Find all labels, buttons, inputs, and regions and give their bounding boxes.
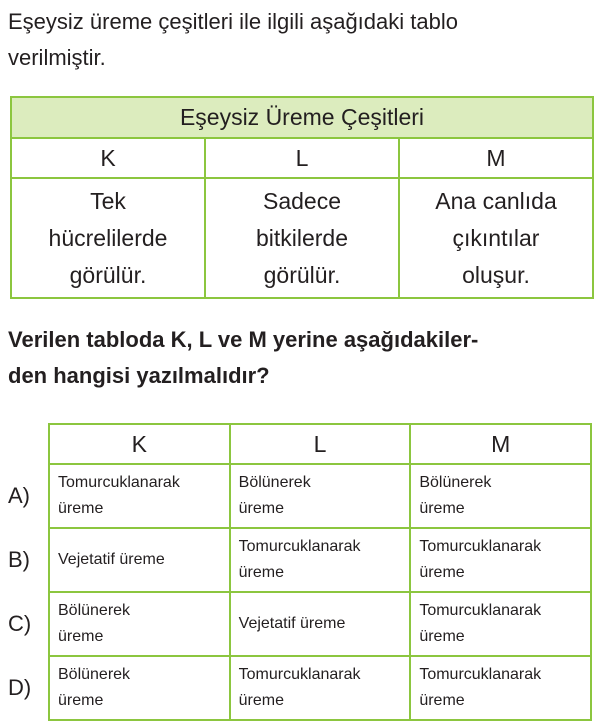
- cell-line: üreme: [238, 499, 285, 517]
- intro-line: Eşeysiz üreme çeşitleri ile ilgili aşağıdaki tablo: [8, 9, 458, 34]
- option-cell: [230, 528, 411, 592]
- column-header-l: L: [205, 138, 399, 178]
- description-line: çıkıntılar: [452, 224, 540, 251]
- option-cell: [230, 592, 411, 656]
- cell-line: Bölünerek: [58, 665, 131, 683]
- option-cell: [410, 528, 591, 592]
- options-table: [4, 423, 592, 721]
- cell-line: üreme: [419, 563, 465, 581]
- description-line: Sadece: [262, 187, 341, 214]
- reproduction-types-table: [10, 96, 594, 299]
- column-header-k: K: [11, 138, 205, 178]
- option-cell: [49, 528, 230, 592]
- cell-line: Bölünerek: [419, 473, 492, 491]
- cell-line: Tomurcuklanarak: [238, 537, 361, 555]
- cell-line: Bölünerek: [238, 473, 311, 491]
- option-label[interactable]: A): [8, 483, 30, 508]
- option-cell: [49, 464, 230, 528]
- label-spacer: [4, 424, 49, 464]
- question-line: den hangisi yazılmalıdır?: [8, 363, 270, 388]
- description-line: Ana canlıda: [435, 187, 557, 214]
- cell-line: üreme: [238, 563, 285, 581]
- cell-line: Bölünerek: [58, 601, 131, 619]
- option-cell: [49, 592, 230, 656]
- cell-line: Tomurcuklanarak: [58, 473, 180, 491]
- cell-line: Tomurcuklanarak: [419, 537, 542, 555]
- intro-text: [8, 4, 596, 76]
- option-cell: [49, 656, 230, 720]
- cell-line: Tomurcuklanarak: [419, 665, 542, 683]
- description-line: hücrelilerde: [48, 224, 168, 251]
- cell-line: üreme: [58, 691, 104, 709]
- cell-line: üreme: [419, 499, 465, 517]
- option-b[interactable]: [4, 528, 591, 592]
- question-text: [8, 322, 598, 394]
- description-m: [399, 178, 593, 298]
- option-label[interactable]: C): [8, 611, 32, 636]
- description-line: görülür.: [69, 261, 147, 288]
- description-line: bitkilerde: [255, 224, 349, 251]
- cell-line: üreme: [238, 691, 285, 709]
- intro-line: verilmiştir.: [8, 45, 106, 70]
- option-c[interactable]: [4, 592, 591, 656]
- description-line: görülür.: [263, 261, 341, 288]
- option-a[interactable]: [4, 464, 591, 528]
- cell-line: üreme: [419, 627, 465, 645]
- option-cell: [230, 656, 411, 720]
- question-line: Verilen tabloda K, L ve M yerine aşağıdakiler-: [8, 327, 479, 352]
- description-line: Tek: [90, 187, 126, 214]
- option-label[interactable]: D): [8, 675, 32, 700]
- cell-line: Tomurcuklanarak: [238, 665, 361, 683]
- cell-line: Vejetatif üreme: [238, 614, 346, 632]
- description-l: [205, 178, 399, 298]
- cell-line: üreme: [419, 691, 465, 709]
- option-d[interactable]: [4, 656, 591, 720]
- option-cell: [410, 592, 591, 656]
- cell-line: üreme: [58, 499, 104, 517]
- cell-line: üreme: [58, 627, 104, 645]
- table-title: Eşeysiz Üreme Çeşitleri: [11, 97, 593, 138]
- option-cell: [410, 656, 591, 720]
- option-cell: [230, 464, 411, 528]
- cell-line: Vejetatif üreme: [58, 550, 165, 568]
- column-header-m: M: [399, 138, 593, 178]
- cell-line: Tomurcuklanarak: [419, 601, 542, 619]
- option-column-k: K: [49, 424, 230, 464]
- description-line: oluşur.: [462, 261, 530, 288]
- option-column-m: M: [410, 424, 591, 464]
- option-cell: [410, 464, 591, 528]
- option-label[interactable]: B): [8, 547, 30, 572]
- description-k: [11, 178, 205, 298]
- option-column-l: L: [230, 424, 411, 464]
